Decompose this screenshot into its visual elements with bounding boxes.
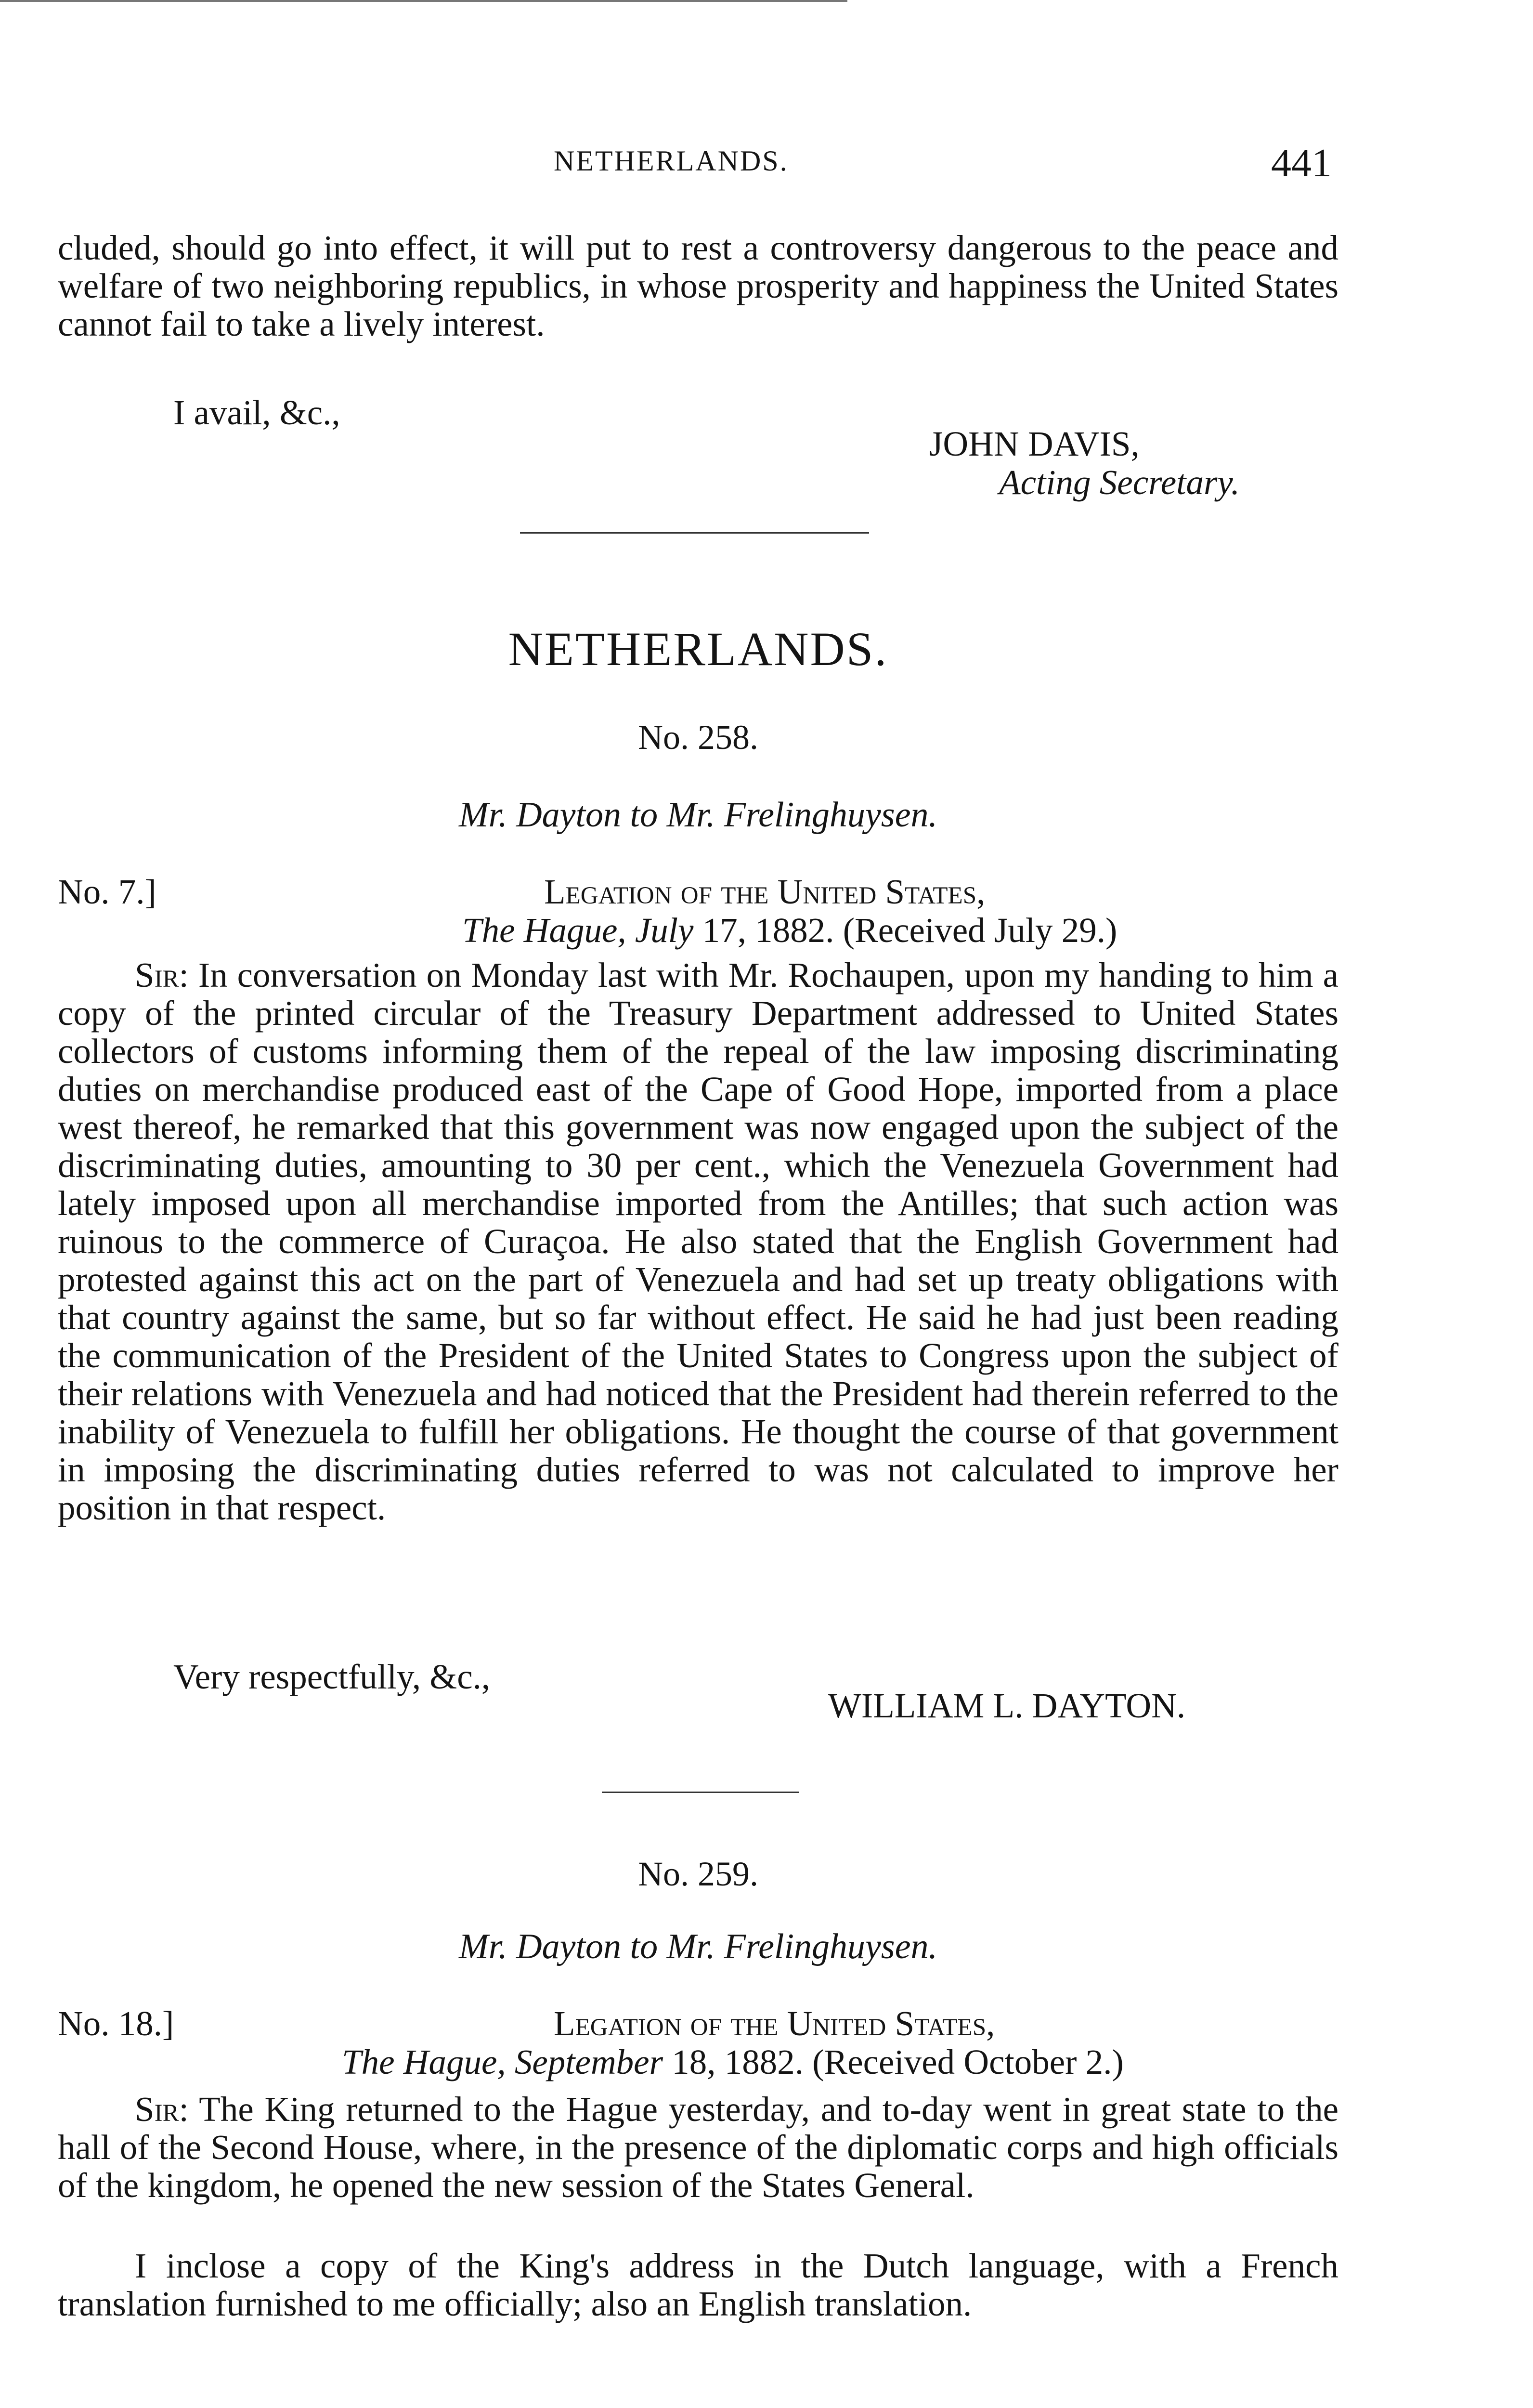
letter-body-text: The King returned to the Hague yesterday, and to-day went in great state to the hall of the Second House, where, in the presence of the diplomatic corps and high officials of the kingdom, he opened the new session of the States General.	[58, 2090, 1338, 2205]
dateline-date: 17, 1882.	[702, 911, 834, 950]
dispatch-number: No. 7.]	[58, 872, 156, 911]
document-heading: Mr. Dayton to Mr. Frelinghuysen.	[458, 795, 938, 835]
dateline-month: July	[635, 911, 694, 950]
letter-body	[58, 2090, 1338, 2204]
letter-body	[58, 956, 1338, 1527]
salutation: Sir:	[135, 955, 189, 995]
letter-body-text: In conversation on Monday last with Mr. Rochaupen, upon my handing to him a copy of the printed circular of the Treasury Department addressed to United States collectors of customs informing them of the repeal of the law imposing discriminating duties on merchandise produced east of the Cape of Good Hope, imported from a place west thereof, he remarked that this government was now engaged upon the subject of the discriminating duties, amounting to 30 per cent., which the Venezuela Government had lately imposed upon all merchandise imported from the Antilles; that such action was ruinous to the commerce of Curaçoa. He also stated that the English Government had protested against this act on the part of Venezuela and had set up treaty obligations with that country against the same, but so far without effect. He said he had just been reading the communication of the President of the United States to Congress upon the subject of their relations with Venezuela and had noticed that the President had therein referred to the inability of Venezuela to fulfill her obligations. He thought the course of that government in imposing the discriminating duties referred to was not calculated to improve her position in that respect.	[58, 955, 1338, 1527]
letter-body-paragraph: I inclose a copy of the King's address in the Dutch language, with a French translation furnished to me officially; also an English translation.	[58, 2246, 1338, 2323]
legation-line: Legation of the United States,	[554, 2004, 995, 2043]
received-note: (Received October 2.)	[812, 2042, 1124, 2081]
document-number: No. 259.	[638, 1855, 758, 1893]
signature-name: WILLIAM L. DAYTON.	[828, 1686, 1186, 1725]
signature-title: Acting Secretary.	[999, 463, 1240, 502]
dateline-date: 18, 1882.	[672, 2042, 804, 2081]
section-divider	[520, 532, 869, 534]
closing-line: I avail, &c.,	[173, 393, 340, 432]
scan-edge-line	[0, 0, 847, 2]
document-heading: Mr. Dayton to Mr. Frelinghuysen.	[458, 1927, 938, 1966]
section-title: NETHERLANDS.	[508, 622, 888, 676]
dateline	[462, 910, 1117, 951]
page-number: 441	[1271, 141, 1332, 185]
continuation-paragraph: cluded, should go into effect, it will put to rest a controversy dangerous to the peace and welfare of two neighboring republics, in whose prosperity and happiness the United States cannot fail to take a lively interest.	[58, 228, 1338, 343]
dateline-place: The Hague,	[462, 911, 626, 950]
closing-line: Very respectfully, &c.,	[173, 1657, 491, 1696]
received-note: (Received July 29.)	[843, 911, 1117, 950]
section-divider	[602, 1792, 799, 1793]
dispatch-number: No. 18.]	[58, 2004, 174, 2043]
dateline	[342, 2042, 1124, 2082]
dateline-month: September	[514, 2042, 663, 2081]
salutation: Sir:	[135, 2090, 189, 2129]
dateline-place: The Hague,	[342, 2042, 506, 2081]
running-header: NETHERLANDS.	[554, 145, 789, 177]
signature-name: JOHN DAVIS,	[929, 424, 1140, 463]
document-number: No. 258.	[638, 718, 758, 757]
legation-line: Legation of the United States,	[544, 872, 986, 911]
